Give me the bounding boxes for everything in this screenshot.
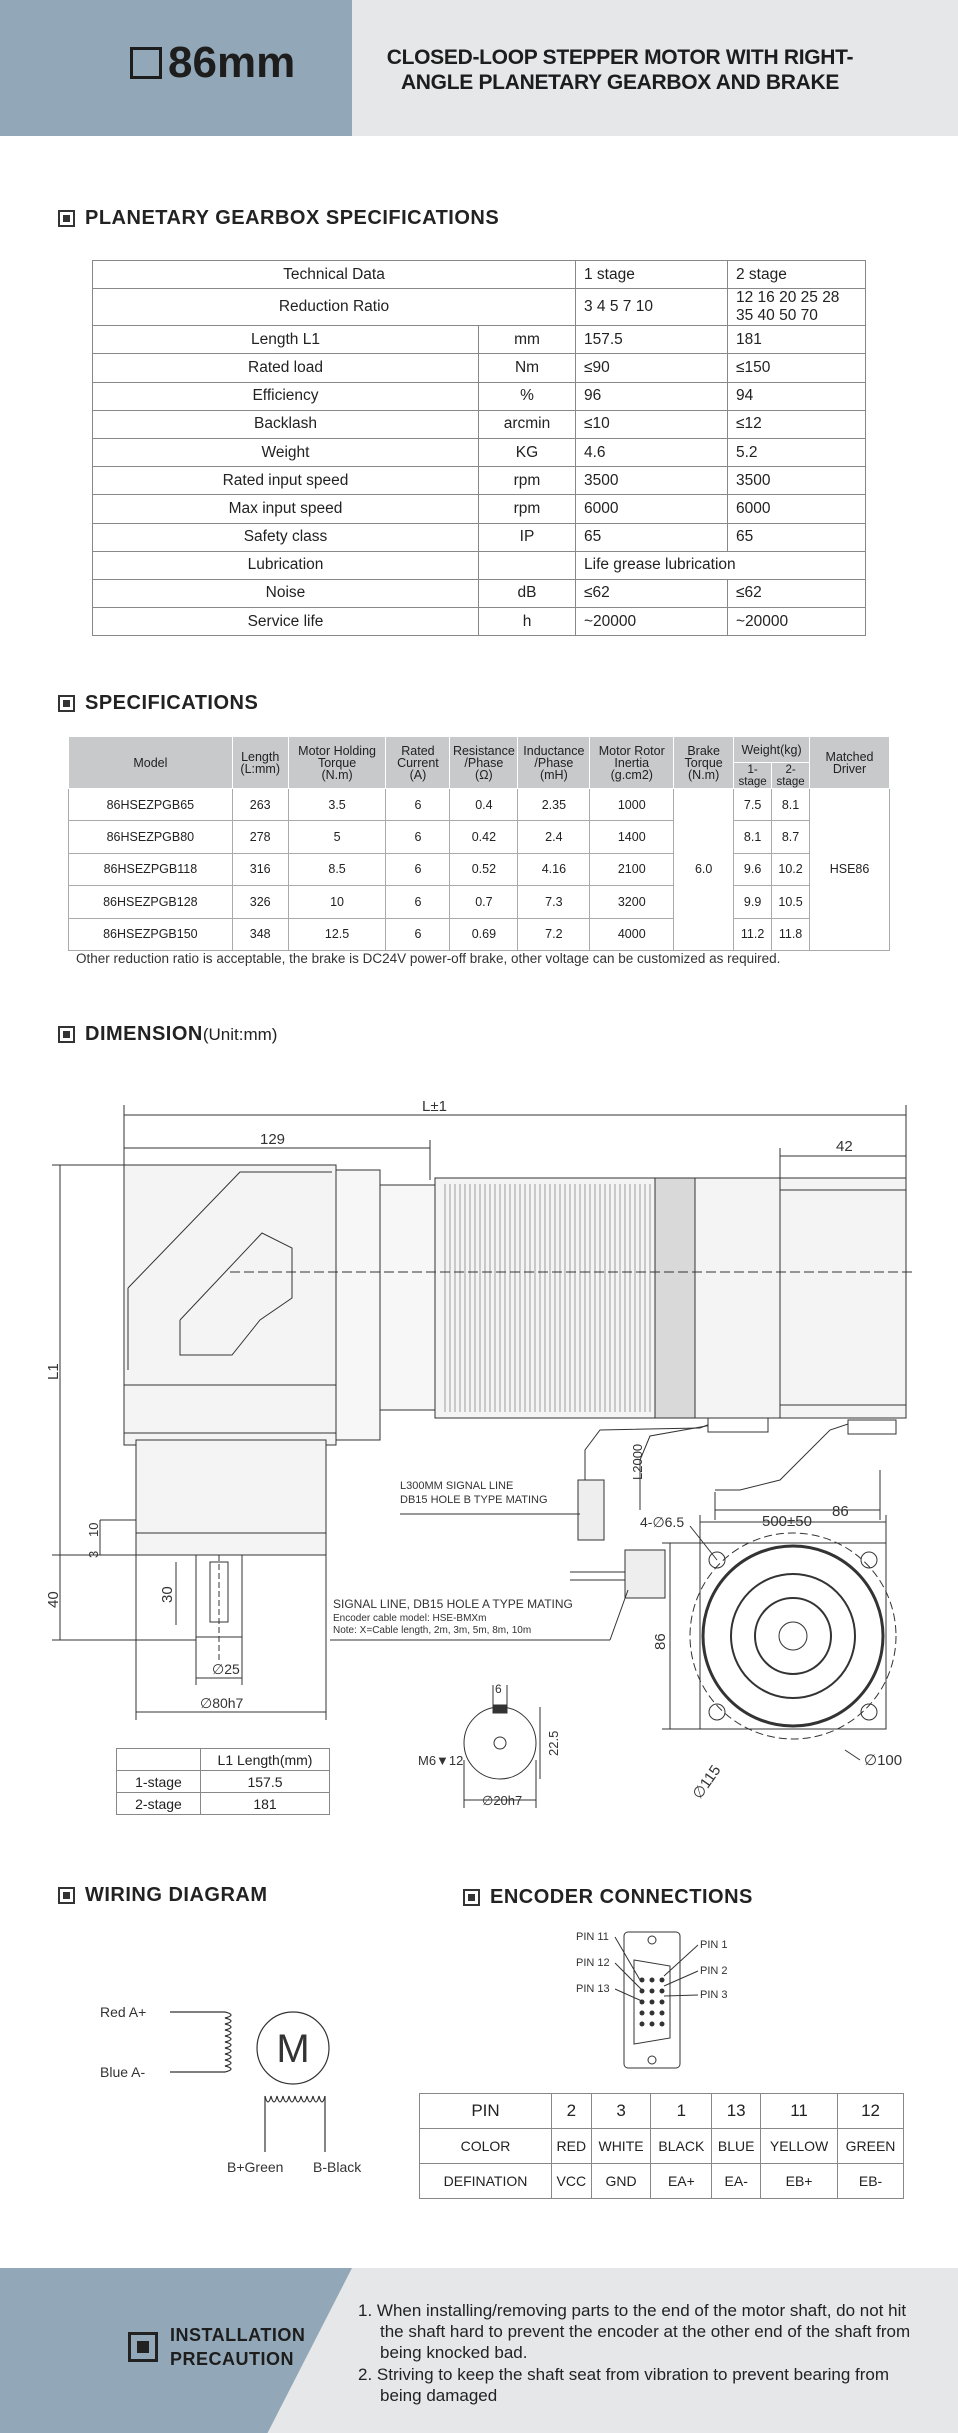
dim-L1: L1 — [45, 1363, 62, 1380]
gear-cell: 5.2 — [728, 438, 866, 466]
motor-spec-table — [68, 736, 890, 951]
dim-100: ∅100 — [864, 1752, 903, 1769]
pin-1-label: PIN 1 — [700, 1939, 728, 1951]
specs-heading-text: SPECIFICATIONS — [85, 692, 259, 714]
spec-cell: 6 — [386, 918, 450, 950]
encoder-cell: PIN — [420, 2094, 552, 2129]
pin-11-label: PIN 11 — [576, 1931, 609, 1943]
col-inertia: Motor Rotor Inertia (g.cm2) — [590, 737, 674, 789]
gear-cell: KG — [479, 438, 576, 466]
spec-cell: 7.5 — [734, 789, 772, 821]
col-length: Length (L:mm) — [232, 737, 288, 789]
table-row — [93, 382, 866, 410]
pin-13-label: PIN 13 — [576, 1983, 610, 1995]
signal-a-line1: SIGNAL LINE, DB15 HOLE A TYPE MATING — [333, 1597, 573, 1611]
spec-cell: 86HSEZPGB150 — [69, 918, 233, 950]
pin-12-label: PIN 12 — [576, 1957, 610, 1969]
pin-3-label: PIN 3 — [700, 1989, 728, 2001]
encoder-cell: DEFINATION — [420, 2164, 552, 2199]
spec-cell: 326 — [232, 886, 288, 918]
gear-cell: ≤12 — [728, 410, 866, 438]
gear-cell: 6000 — [576, 495, 728, 523]
table-row — [69, 789, 890, 821]
spec-cell: 1400 — [590, 821, 674, 853]
dim-25: ∅25 — [212, 1661, 240, 1677]
dim-129: 129 — [260, 1131, 286, 1148]
spec-cell: 8.1 — [734, 821, 772, 853]
section-bullet-icon — [463, 1889, 480, 1906]
col-inductance: Inductance /Phase (mH) — [518, 737, 590, 789]
section-bullet-icon — [58, 210, 75, 227]
gear-cell: rpm — [479, 495, 576, 523]
spec-cell: 278 — [232, 821, 288, 853]
spec-cell: 0.52 — [450, 853, 518, 885]
spec-cell: 5 — [288, 821, 386, 853]
spec-cell: 12.5 — [288, 918, 386, 950]
col-torque: Motor Holding Torque (N.m) — [288, 737, 386, 789]
spec-cell: 86HSEZPGB128 — [69, 886, 233, 918]
spec-cell: 6 — [386, 853, 450, 885]
gear-cell: 157.5 — [576, 326, 728, 354]
dim-L: L±1 — [422, 1098, 447, 1115]
wire-red-label: Red A+ — [100, 2004, 147, 2020]
spec-cell: 7.3 — [518, 886, 590, 918]
table-row — [93, 579, 866, 607]
encoder-cell: 1 — [651, 2094, 712, 2129]
gear-cell: ≤90 — [576, 354, 728, 382]
dim-20: ∅20h7 — [482, 1793, 523, 1808]
section-bullet-icon — [128, 2332, 158, 2362]
spec-cell: 3.5 — [288, 789, 386, 821]
spec-cell: 86HSEZPGB80 — [69, 821, 233, 853]
wiring-heading — [58, 1884, 268, 1907]
wire-black-label: B-Black — [313, 2159, 362, 2175]
spec-cell: 6 — [386, 789, 450, 821]
col-resistance: Resistance /Phase (Ω) — [450, 737, 518, 789]
table-row — [420, 2129, 904, 2164]
signal-b-line2: DB15 HOLE B TYPE MATING — [400, 1494, 548, 1506]
wire-blue-label: Blue A- — [100, 2064, 146, 2080]
dim-86-v: 86 — [652, 1633, 669, 1650]
gear-cell: ≤62 — [576, 579, 728, 607]
gear-cell: arcmin — [479, 410, 576, 438]
spec-cell: 2100 — [590, 853, 674, 885]
gear-cell: Rated load — [93, 354, 479, 382]
table-row — [420, 2164, 904, 2199]
gear-cell: Noise — [93, 579, 479, 607]
gear-cell: Safety class — [93, 523, 479, 551]
signal-a-line3: Note: X=Cable length, 2m, 3m, 5m, 8m, 10m — [333, 1625, 532, 1636]
spec-cell: 0.7 — [450, 886, 518, 918]
gear-cell: dB — [479, 579, 576, 607]
gear-cell: 4.6 — [576, 438, 728, 466]
dim-115: ∅115 — [689, 1762, 725, 1803]
spec-cell: 86HSEZPGB65 — [69, 789, 233, 821]
gearbox-heading — [58, 207, 499, 230]
length-table — [116, 1748, 330, 1815]
dim-m6: M6▼12 — [418, 1753, 464, 1768]
gear-cell: ≤10 — [576, 410, 728, 438]
spec-cell: 9.6 — [734, 853, 772, 885]
dim-10: 10 — [86, 1522, 101, 1537]
table-row — [93, 438, 866, 466]
col-weight-1stage: 1-stage — [734, 763, 772, 789]
encoder-cell: EA- — [712, 2164, 761, 2199]
gearbox-heading-text: PLANETARY GEARBOX SPECIFICATIONS — [85, 207, 500, 229]
section-bullet-icon — [58, 1887, 75, 1904]
gear-cell: 3500 — [576, 467, 728, 495]
spec-cell: 86HSEZPGB118 — [69, 853, 233, 885]
encoder-cell: 12 — [838, 2094, 904, 2129]
gear-cell: Max input speed — [93, 495, 479, 523]
gear-cell: mm — [479, 326, 576, 354]
signal-b-line1: L300MM SIGNAL LINE — [400, 1480, 514, 1492]
encoder-cell: 13 — [712, 2094, 761, 2129]
section-bullet-icon — [58, 1026, 75, 1043]
gear-cell: Efficiency — [93, 382, 479, 410]
gear-cell: Rated input speed — [93, 467, 479, 495]
spec-cell: 7.2 — [518, 918, 590, 950]
table-row — [93, 289, 866, 326]
gearbox-spec-table — [92, 260, 866, 636]
encoder-cell: EB- — [838, 2164, 904, 2199]
spec-cell: 8.7 — [772, 821, 810, 853]
encoder-pin-table — [419, 2093, 904, 2199]
table-row — [93, 354, 866, 382]
encoder-cell: 2 — [552, 2094, 592, 2129]
wiring-diagram — [90, 1990, 400, 2190]
square-icon — [130, 47, 162, 79]
brake-torque-cell: 6.0 — [674, 789, 734, 951]
table-row — [93, 523, 866, 551]
gear-cell: ~20000 — [728, 608, 866, 636]
precaution-list — [358, 2300, 918, 2407]
gear-cell: % — [479, 382, 576, 410]
signal-a-line2: Encoder cable model: HSE-BMXm — [333, 1613, 487, 1624]
dim-3: 3 — [86, 1550, 101, 1558]
table-row — [93, 495, 866, 523]
gear-cell: h — [479, 608, 576, 636]
spec-cell: 8.5 — [288, 853, 386, 885]
spec-cell: 4000 — [590, 918, 674, 950]
gear-cell: 65 — [728, 523, 866, 551]
page-title-line1: CLOSED-LOOP STEPPER MOTOR WITH RIGHT- — [386, 46, 854, 69]
spec-cell: 0.42 — [450, 821, 518, 853]
dim-86-h: 86 — [832, 1503, 849, 1520]
table-row — [93, 410, 866, 438]
encoder-cell: EA+ — [651, 2164, 712, 2199]
dim-500: 500±50 — [762, 1513, 812, 1530]
spec-cell: 4.16 — [518, 853, 590, 885]
gear-cell: Reduction Ratio — [93, 289, 576, 326]
table-row — [93, 551, 866, 579]
col-weight: Weight(kg) — [734, 737, 810, 763]
gear-cell: Weight — [93, 438, 479, 466]
section-bullet-icon — [58, 695, 75, 712]
encoder-heading-text: ENCODER CONNECTIONS — [490, 1886, 753, 1908]
encoder-cell: 11 — [761, 2094, 838, 2129]
motor-symbol: M — [276, 2027, 310, 2071]
encoder-cell: EB+ — [761, 2164, 838, 2199]
encoder-connector-diagram — [570, 1920, 770, 2085]
gear-cell: 3500 — [728, 467, 866, 495]
gear-cell: Length L1 — [93, 326, 479, 354]
pin-2-label: PIN 2 — [700, 1965, 728, 1977]
col-driver: Matched Driver — [810, 737, 890, 789]
gear-header-cell: Technical Data — [93, 261, 576, 289]
col-weight-2stage: 2-stage — [772, 763, 810, 789]
spec-cell: 3200 — [590, 886, 674, 918]
gear-header-cell: 1 stage — [576, 261, 728, 289]
frame-size-text: 86mm — [168, 38, 296, 87]
gear-cell — [479, 551, 576, 579]
list-item: 2. Striving to keep the shaft seat from vibration to prevent bearing from being damaged — [358, 2365, 890, 2405]
wire-green-label: B+Green — [227, 2159, 284, 2175]
dim-6: 6 — [495, 1682, 502, 1696]
encoder-cell: 3 — [591, 2094, 651, 2129]
spec-cell: 6 — [386, 886, 450, 918]
gear-cell: 96 — [576, 382, 728, 410]
spec-cell: 10 — [288, 886, 386, 918]
frame-size-label — [130, 38, 295, 88]
encoder-cell: BLACK — [651, 2129, 712, 2164]
gear-cell: IP — [479, 523, 576, 551]
dimension-unit-text: (Unit:mm) — [202, 1024, 278, 1044]
gear-cell: 12 16 20 25 28 35 40 50 70 — [728, 289, 866, 326]
gear-cell: Backlash — [93, 410, 479, 438]
table-header-row — [93, 261, 866, 289]
encoder-cell: RED — [552, 2129, 592, 2164]
gear-cell: Nm — [479, 354, 576, 382]
gear-cell: 94 — [728, 382, 866, 410]
spec-cell: 6 — [386, 821, 450, 853]
table-row — [93, 467, 866, 495]
gear-cell: ≤150 — [728, 354, 866, 382]
table-row — [93, 326, 866, 354]
col-current: Rated Current (A) — [386, 737, 450, 789]
dimension-heading — [58, 1023, 277, 1046]
dimension-drawing — [0, 1060, 958, 1830]
spec-cell: 0.69 — [450, 918, 518, 950]
table-row: 1-stage 157.5 — [117, 1771, 330, 1793]
gear-cell: Lubrication — [93, 551, 479, 579]
wiring-heading-text: WIRING DIAGRAM — [85, 1884, 268, 1906]
dim-40: 40 — [45, 1591, 62, 1608]
spec-cell: 1000 — [590, 789, 674, 821]
gear-cell: ~20000 — [576, 608, 728, 636]
table-row — [69, 918, 890, 950]
dim-2000: L2000 — [630, 1443, 645, 1480]
encoder-cell: BLUE — [712, 2129, 761, 2164]
spec-cell: 263 — [232, 789, 288, 821]
col-model: Model — [69, 737, 233, 789]
spec-cell: 2.35 — [518, 789, 590, 821]
spec-cell: 8.1 — [772, 789, 810, 821]
encoder-cell: GREEN — [838, 2129, 904, 2164]
gear-cell: Life grease lubrication — [576, 551, 866, 579]
table-row — [69, 886, 890, 918]
encoder-cell: COLOR — [420, 2129, 552, 2164]
spec-cell: 348 — [232, 918, 288, 950]
matched-driver-cell: HSE86 — [810, 789, 890, 951]
spec-cell: 10.5 — [772, 886, 810, 918]
encoder-cell: YELLOW — [761, 2129, 838, 2164]
encoder-cell: GND — [591, 2164, 651, 2199]
installation-precaution-title: INSTALLATION PRECAUTION — [128, 2323, 305, 2371]
gear-cell: rpm — [479, 467, 576, 495]
spec-cell: 316 — [232, 853, 288, 885]
spec-cell: 0.4 — [450, 789, 518, 821]
col-brake: Brake Torque (N.m) — [674, 737, 734, 789]
encoder-cell: VCC — [552, 2164, 592, 2199]
encoder-heading — [463, 1886, 753, 1909]
encoder-cell: WHITE — [591, 2129, 651, 2164]
dimension-heading-text: DIMENSION — [85, 1023, 203, 1045]
specs-heading — [58, 692, 258, 715]
table-row — [420, 2094, 904, 2129]
dim-42: 42 — [836, 1138, 853, 1155]
table-row — [93, 608, 866, 636]
dim-22: 22.5 — [546, 1730, 561, 1756]
page-title-line2: ANGLE PLANETARY GEARBOX AND BRAKE — [400, 71, 840, 94]
table-row — [69, 853, 890, 885]
gear-cell: ≤62 — [728, 579, 866, 607]
table-row: 2-stage 181 — [117, 1793, 330, 1815]
gear-header-cell: 2 stage — [728, 261, 866, 289]
page-title — [375, 45, 865, 95]
spec-cell: 11.2 — [734, 918, 772, 950]
spec-cell: 11.8 — [772, 918, 810, 950]
dim-30: 30 — [159, 1586, 176, 1603]
gear-cell: 181 — [728, 326, 866, 354]
table-row — [69, 821, 890, 853]
gear-cell: Service life — [93, 608, 479, 636]
spec-cell: 2.4 — [518, 821, 590, 853]
length-table-header: L1 Length(mm) — [201, 1749, 330, 1771]
spec-cell: 10.2 — [772, 853, 810, 885]
list-item: 1. When installing/removing parts to the end of the motor shaft, do not hit the shaft hard to prevent the encoder at the other end of the shaft from being knocked bad. — [358, 2301, 911, 2362]
spec-cell: 9.9 — [734, 886, 772, 918]
gear-cell: 6000 — [728, 495, 866, 523]
gear-cell: 65 — [576, 523, 728, 551]
dim-80: ∅80h7 — [200, 1695, 244, 1711]
gear-cell: 3 4 5 7 10 — [576, 289, 728, 326]
spec-note: Other reduction ratio is acceptable, the brake is DC24V power-off brake, other voltage can be customized as required. — [76, 951, 781, 966]
dim-hole: 4-∅6.5 — [640, 1514, 685, 1530]
